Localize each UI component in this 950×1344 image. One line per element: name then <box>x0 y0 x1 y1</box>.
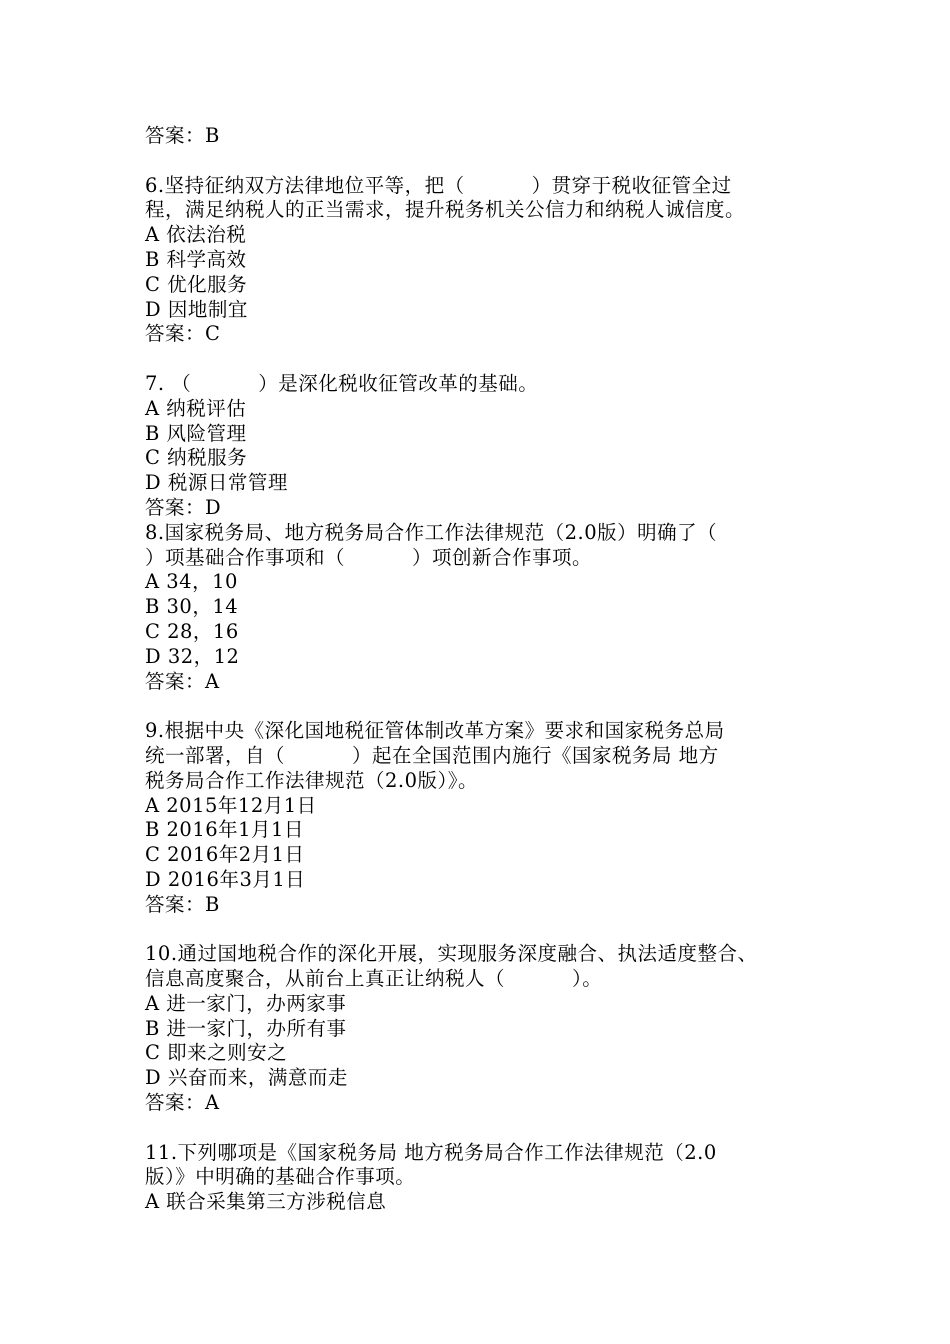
question-6-stem-line-1: 6.坚持征纳双方法律地位平等，把（ ）贯穿于税收征管全过 <box>145 173 732 197</box>
spacer <box>145 149 825 174</box>
question-10-stem-line-2: 信息高度聚合，从前台上真正让纳税人（ ）。 <box>145 967 603 991</box>
question-6-option-a: A 依法治税 <box>145 223 247 247</box>
question-8-option-a: A 34，10 <box>145 570 238 594</box>
question-11-stem-line-2: 版）》中明确的基础合作事项。 <box>145 1165 416 1189</box>
document-page <box>145 124 825 1215</box>
answer-10: 答案：A <box>145 1091 220 1115</box>
question-10-option-b: B 进一家门，办所有事 <box>145 1016 347 1040</box>
question-10-option-a: A 进一家门，办两家事 <box>145 991 347 1015</box>
question-9-option-a: A 2015年12月1日 <box>145 793 317 817</box>
spacer <box>145 347 825 372</box>
answer-7: 答案：D <box>145 495 222 519</box>
question-11-stem-line-1: 11.下列哪项是《国家税务局 地方税务局合作工作法律规范（2.0 <box>145 1140 717 1164</box>
question-9-stem-line-1: 9.根据中央《深化国地税征管体制改革方案》要求和国家税务总局 <box>145 719 725 743</box>
answer-9: 答案：B <box>145 892 220 916</box>
question-6-stem-line-2: 程，满足纳税人的正当需求，提升税务机关公信力和纳税人诚信度。 <box>145 198 746 222</box>
question-8-stem-line-2: ）项基础合作事项和（ ）项创新合作事项。 <box>145 545 592 569</box>
question-10-stem-line-1: 10.通过国地税合作的深化开展，实现服务深度融合、执法适度整合、 <box>145 942 758 966</box>
question-10-option-d: D 兴奋而来，满意而走 <box>145 1066 348 1090</box>
question-6-option-c: C 优化服务 <box>145 272 248 296</box>
spacer <box>145 918 825 943</box>
question-7-option-c: C 纳税服务 <box>145 446 248 470</box>
question-9-option-d: D 2016年3月1日 <box>145 867 306 891</box>
question-7-option-d: D 税源日常管理 <box>145 471 288 495</box>
answer-5: 答案：B <box>145 124 220 147</box>
answer-8: 答案：A <box>145 669 220 693</box>
question-6-option-b: B 科学高效 <box>145 247 247 271</box>
question-9-stem-line-2: 统一部署，自（ ）起在全国范围内施行《国家税务局 地方 <box>145 743 719 767</box>
question-9-option-c: C 2016年2月1日 <box>145 843 305 867</box>
question-8-option-d: D 32，12 <box>145 644 240 668</box>
answer-6: 答案：C <box>145 322 221 346</box>
question-9-stem-line-3: 税务局合作工作法律规范（2.0版）》。 <box>145 768 479 792</box>
question-7-option-a: A 纳税评估 <box>145 396 247 420</box>
question-7-stem: 7. （ ）是深化税收征管改革的基础。 <box>145 371 539 395</box>
spacer <box>145 694 825 719</box>
question-8-option-b: B 30，14 <box>145 595 239 619</box>
spacer <box>145 1116 825 1141</box>
question-7-option-b: B 风险管理 <box>145 421 247 445</box>
question-6-option-d: D 因地制宜 <box>145 297 248 321</box>
question-10-option-c: C 即来之则安之 <box>145 1041 288 1065</box>
question-9-option-b: B 2016年1月1日 <box>145 818 304 842</box>
question-8-option-c: C 28，16 <box>145 619 239 643</box>
question-11-option-a: A 联合采集第三方涉税信息 <box>145 1190 387 1214</box>
question-8-stem-line-1: 8.国家税务局、地方税务局合作工作法律规范（2.0版）明确了（ <box>145 520 718 544</box>
